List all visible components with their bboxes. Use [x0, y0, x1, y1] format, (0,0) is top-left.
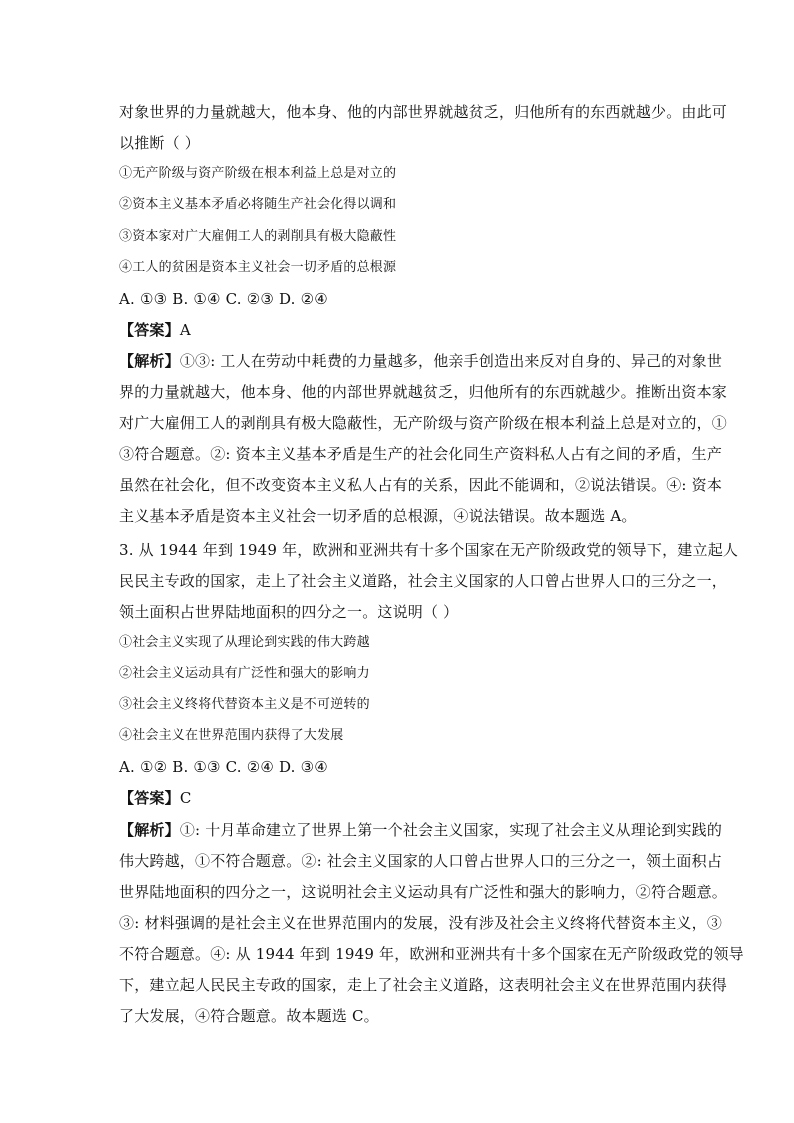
- analysis-text: ①: 十月革命建立了世界上第一个社会主义国家，实现了社会主义从理论到实践的: [179, 821, 723, 839]
- analysis-line: [119, 820, 723, 840]
- analysis-text: ①③: 工人在劳动中耗费的力量越多，他亲手创造出来反对自身的、异己的对象世: [179, 352, 723, 370]
- analysis-text: 下，建立起人民民主专政的国家，走上了社会主义道路，这表明社会主义在世界范围内获得: [119, 976, 728, 994]
- option-statement: ②资本主义基本矛盾必将随生产社会化得以调和: [119, 197, 397, 212]
- question-text: 对象世界的力量就越大，他本身、他的内部世界就越贫乏，归他所有的东西就越少。由此可: [119, 103, 728, 121]
- option-statement: ④工人的贫困是资本主义社会一切矛盾的总根源: [119, 260, 397, 275]
- analysis-text: 世界陆地面积的四分之一，这说明社会主义运动具有广泛性和强大的影响力，②符合题意。: [119, 883, 728, 901]
- analysis-text: 伟大跨越，①不符合题意。②: 社会主义国家的人口曾占世界人口的三分之一，领土面积占: [119, 852, 723, 870]
- analysis-text: ③: 材料强调的是社会主义在世界范围内的发展，没有涉及社会主义终将代替资本主义，③: [119, 914, 723, 932]
- question-text: 领土面积占世界陆地面积的四分之一。这说明（ ）: [119, 603, 459, 621]
- answer-choices: A. ①② B. ①③ C. ②④ D. ③④: [119, 758, 328, 776]
- analysis-text: 不符合题意。④: 从 1944 年到 1949 年，欧洲和亚洲共有十多个国家在无产阶级政党的领导: [119, 945, 744, 963]
- option-statement: ③资本家对广大雇佣工人的剥削具有极大隐蔽性: [119, 229, 397, 244]
- analysis-text: 对广大雇佣工人的剥削具有极大隐蔽性，无产阶级与资产阶级在根本利益上总是对立的，①: [119, 414, 728, 432]
- analysis-text: 了大发展，④符合题意。故本题选 C。: [119, 1007, 379, 1025]
- analysis-text: ③符合题意。②: 资本主义基本矛盾是生产的社会化同生产资料私人占有之间的矛盾，生产: [119, 445, 723, 463]
- option-statement: ②社会主义运动具有广泛性和强大的影响力: [119, 666, 370, 681]
- analysis-text: 界的力量就越大，他本身、他的内部世界就越贫乏，归他所有的东西就越少。推断出资本家: [119, 383, 728, 401]
- option-statement: ①社会主义实现了从理论到实践的伟大跨越: [119, 635, 370, 650]
- analysis-text: 虽然在社会化，但不改变资本主义私人占有的关系，因此不能调和，②说法错误。④: 资本: [119, 476, 723, 494]
- answer-choices: A. ①③ B. ①④ C. ②③ D. ②④: [119, 290, 328, 308]
- analysis-text: 主义基本矛盾是资本主义社会一切矛盾的总根源，④说法错误。故本题选 A。: [119, 507, 637, 525]
- option-statement: ④社会主义在世界范围内获得了大发展: [119, 728, 344, 743]
- answer-value: A: [179, 321, 191, 339]
- option-statement: ③社会主义终将代替资本主义是不可逆转的: [119, 697, 370, 712]
- answer-label: 【答案】: [119, 789, 180, 807]
- answer-label: 【答案】: [119, 321, 180, 339]
- analysis-line: [119, 351, 723, 371]
- question-text: 3. 从 1944 年到 1949 年，欧洲和亚洲共有十多个国家在无产阶级政党的领导下，建立起人: [119, 541, 739, 559]
- analysis-label: 【解析】: [119, 352, 180, 370]
- option-statement: ①无产阶级与资产阶级在根本利益上总是对立的: [119, 166, 397, 181]
- answer-value: C: [179, 789, 192, 807]
- answer-line: [119, 788, 679, 808]
- question-text: 以推断（ ）: [119, 134, 200, 152]
- question-text: 民民主专政的国家，走上了社会主义道路，社会主义国家的人口曾占世界人口的三分之一，: [119, 572, 728, 590]
- answer-line: [119, 320, 679, 340]
- analysis-label: 【解析】: [119, 821, 180, 839]
